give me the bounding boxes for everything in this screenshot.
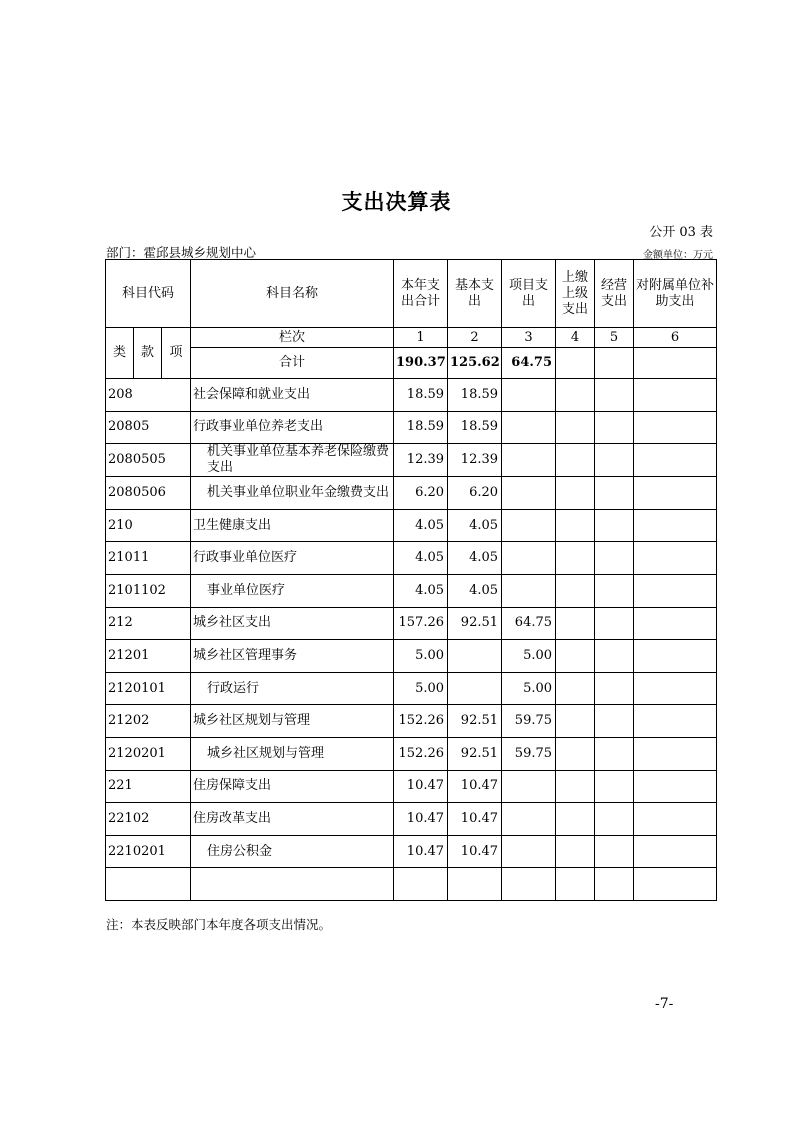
amount-total: 4.05 bbox=[394, 542, 448, 575]
table-row bbox=[106, 640, 717, 673]
amount-project bbox=[502, 509, 556, 542]
empty-cell bbox=[448, 868, 502, 901]
amount-business bbox=[595, 705, 634, 738]
amount-project bbox=[502, 444, 556, 477]
subject-name: 城乡社区规划与管理 bbox=[191, 705, 394, 738]
amount-project bbox=[502, 542, 556, 575]
amount-business bbox=[595, 379, 634, 412]
amount-upper bbox=[556, 835, 595, 868]
header-xiang: 项 bbox=[162, 328, 191, 379]
table-row bbox=[106, 477, 717, 510]
subject-name: 行政事业单位医疗 bbox=[191, 542, 394, 575]
table-row bbox=[106, 379, 717, 412]
amount-business bbox=[595, 477, 634, 510]
amount-total: 18.59 bbox=[394, 379, 448, 412]
amount-project bbox=[502, 411, 556, 444]
amount-upper bbox=[556, 737, 595, 770]
amount-subsidiary bbox=[634, 835, 717, 868]
table-row bbox=[106, 835, 717, 868]
amount-business bbox=[595, 803, 634, 836]
amount-subsidiary bbox=[634, 509, 717, 542]
col-number-5: 5 bbox=[595, 328, 634, 348]
amount-project bbox=[502, 835, 556, 868]
table-row bbox=[106, 770, 717, 803]
total-subsidiary bbox=[634, 348, 717, 379]
department-label: 部门：霍邱县城乡规划中心 bbox=[106, 245, 257, 260]
table-row bbox=[106, 509, 717, 542]
table-row bbox=[106, 574, 717, 607]
amount-project: 59.75 bbox=[502, 705, 556, 738]
amount-upper bbox=[556, 509, 595, 542]
header-kuan: 款 bbox=[134, 328, 162, 379]
amount-total: 6.20 bbox=[394, 477, 448, 510]
amount-upper bbox=[556, 444, 595, 477]
amount-total: 10.47 bbox=[394, 835, 448, 868]
subject-name: 住房改革支出 bbox=[191, 803, 394, 836]
total-total: 190.37 bbox=[394, 348, 448, 379]
table-row bbox=[106, 737, 717, 770]
amount-total: 5.00 bbox=[394, 640, 448, 673]
amount-basic: 4.05 bbox=[448, 542, 502, 575]
amount-subsidiary bbox=[634, 803, 717, 836]
form-number: 公开 03 表 bbox=[649, 225, 713, 240]
amount-upper bbox=[556, 477, 595, 510]
amount-subsidiary bbox=[634, 542, 717, 575]
subject-code: 20805 bbox=[106, 411, 191, 444]
amount-business bbox=[595, 574, 634, 607]
amount-basic: 4.05 bbox=[448, 509, 502, 542]
table-row bbox=[106, 607, 717, 640]
header-row bbox=[106, 260, 717, 328]
amount-business bbox=[595, 411, 634, 444]
subject-name: 事业单位医疗 bbox=[191, 574, 394, 607]
table-row bbox=[106, 672, 717, 705]
subject-name: 卫生健康支出 bbox=[191, 509, 394, 542]
amount-business bbox=[595, 770, 634, 803]
header-total: 本年支出合计 bbox=[394, 260, 448, 328]
subject-name: 城乡社区管理事务 bbox=[191, 640, 394, 673]
subject-name: 行政事业单位养老支出 bbox=[191, 411, 394, 444]
header-business: 经营支出 bbox=[595, 260, 634, 328]
amount-basic: 10.47 bbox=[448, 803, 502, 836]
amount-total: 4.05 bbox=[394, 509, 448, 542]
amount-subsidiary bbox=[634, 640, 717, 673]
subject-code: 210 bbox=[106, 509, 191, 542]
amount-basic bbox=[448, 640, 502, 673]
subject-code: 22102 bbox=[106, 803, 191, 836]
table-row bbox=[106, 542, 717, 575]
header-basic: 基本支出 bbox=[448, 260, 502, 328]
amount-subsidiary bbox=[634, 737, 717, 770]
amount-basic: 6.20 bbox=[448, 477, 502, 510]
subject-name: 住房保障支出 bbox=[191, 770, 394, 803]
table-row bbox=[106, 705, 717, 738]
amount-basic: 4.05 bbox=[448, 574, 502, 607]
subject-code: 21201 bbox=[106, 640, 191, 673]
amount-basic bbox=[448, 672, 502, 705]
amount-total: 4.05 bbox=[394, 574, 448, 607]
total-upper bbox=[556, 348, 595, 379]
subject-code: 2101102 bbox=[106, 574, 191, 607]
amount-basic: 92.51 bbox=[448, 607, 502, 640]
amount-total: 152.26 bbox=[394, 705, 448, 738]
amount-subsidiary bbox=[634, 379, 717, 412]
amount-upper bbox=[556, 607, 595, 640]
amount-upper bbox=[556, 542, 595, 575]
total-row bbox=[106, 348, 717, 379]
table-row bbox=[106, 803, 717, 836]
table-row bbox=[106, 444, 717, 477]
amount-business bbox=[595, 835, 634, 868]
amount-upper bbox=[556, 705, 595, 738]
total-basic: 125.62 bbox=[448, 348, 502, 379]
amount-total: 157.26 bbox=[394, 607, 448, 640]
col-number-1: 1 bbox=[394, 328, 448, 348]
page-number: -7- bbox=[655, 996, 674, 1012]
amount-basic: 10.47 bbox=[448, 835, 502, 868]
empty-cell bbox=[394, 868, 448, 901]
amount-business bbox=[595, 737, 634, 770]
subject-code: 2120101 bbox=[106, 672, 191, 705]
subject-code: 221 bbox=[106, 770, 191, 803]
amount-project: 59.75 bbox=[502, 737, 556, 770]
table-row bbox=[106, 411, 717, 444]
subject-name: 城乡社区支出 bbox=[191, 607, 394, 640]
amount-total: 5.00 bbox=[394, 672, 448, 705]
total-business bbox=[595, 348, 634, 379]
subject-code: 2080506 bbox=[106, 477, 191, 510]
amount-subsidiary bbox=[634, 477, 717, 510]
empty-cell bbox=[556, 868, 595, 901]
amount-project bbox=[502, 803, 556, 836]
amount-business bbox=[595, 607, 634, 640]
amount-subsidiary bbox=[634, 672, 717, 705]
amount-project bbox=[502, 574, 556, 607]
amount-basic: 92.51 bbox=[448, 737, 502, 770]
empty-cell bbox=[106, 868, 191, 901]
subject-code: 212 bbox=[106, 607, 191, 640]
subject-name: 行政运行 bbox=[191, 672, 394, 705]
amount-project bbox=[502, 770, 556, 803]
amount-total: 12.39 bbox=[394, 444, 448, 477]
footnote: 注：本表反映部门本年度各项支出情况。 bbox=[106, 917, 332, 932]
amount-upper bbox=[556, 803, 595, 836]
amount-upper bbox=[556, 640, 595, 673]
col-number-2: 2 bbox=[448, 328, 502, 348]
expenditure-table bbox=[105, 259, 717, 901]
amount-upper bbox=[556, 411, 595, 444]
subject-code: 2120201 bbox=[106, 737, 191, 770]
page-title: 支出决算表 bbox=[341, 190, 452, 214]
header-subject-code: 科目代码 bbox=[106, 260, 191, 328]
amount-basic: 18.59 bbox=[448, 411, 502, 444]
amount-basic: 92.51 bbox=[448, 705, 502, 738]
header-subject-name: 科目名称 bbox=[191, 260, 394, 328]
lanci-label: 栏次 bbox=[191, 328, 394, 348]
subject-name: 社会保障和就业支出 bbox=[191, 379, 394, 412]
amount-upper bbox=[556, 672, 595, 705]
subject-name: 住房公积金 bbox=[191, 835, 394, 868]
header-subsidiary: 对附属单位补助支出 bbox=[634, 260, 717, 328]
header-lei: 类 bbox=[106, 328, 134, 379]
amount-project bbox=[502, 477, 556, 510]
subject-code: 208 bbox=[106, 379, 191, 412]
amount-business bbox=[595, 509, 634, 542]
amount-basic: 10.47 bbox=[448, 770, 502, 803]
amount-basic: 12.39 bbox=[448, 444, 502, 477]
amount-total: 152.26 bbox=[394, 737, 448, 770]
amount-upper bbox=[556, 574, 595, 607]
subject-name: 机关事业单位基本养老保险缴费支出 bbox=[191, 444, 394, 477]
header-upper: 上缴上级支出 bbox=[556, 260, 595, 328]
amount-total: 10.47 bbox=[394, 803, 448, 836]
total-label: 合计 bbox=[191, 348, 394, 379]
subject-code: 21011 bbox=[106, 542, 191, 575]
col-number-6: 6 bbox=[634, 328, 717, 348]
empty-cell bbox=[634, 868, 717, 901]
col-number-3: 3 bbox=[502, 328, 556, 348]
subject-name: 机关事业单位职业年金缴费支出 bbox=[191, 477, 394, 510]
amount-project: 64.75 bbox=[502, 607, 556, 640]
col-number-4: 4 bbox=[556, 328, 595, 348]
amount-basic: 18.59 bbox=[448, 379, 502, 412]
amount-upper bbox=[556, 379, 595, 412]
empty-row bbox=[106, 868, 717, 901]
amount-project bbox=[502, 379, 556, 412]
empty-cell bbox=[595, 868, 634, 901]
amount-subsidiary bbox=[634, 411, 717, 444]
amount-subsidiary bbox=[634, 607, 717, 640]
amount-subsidiary bbox=[634, 770, 717, 803]
empty-cell bbox=[191, 868, 394, 901]
subject-code: 21202 bbox=[106, 705, 191, 738]
subject-code: 2210201 bbox=[106, 835, 191, 868]
unit-label: 金额单位：万元 bbox=[643, 250, 713, 261]
amount-business bbox=[595, 640, 634, 673]
amount-total: 18.59 bbox=[394, 411, 448, 444]
amount-upper bbox=[556, 770, 595, 803]
amount-subsidiary bbox=[634, 444, 717, 477]
amount-business bbox=[595, 672, 634, 705]
amount-project: 5.00 bbox=[502, 672, 556, 705]
subject-name: 城乡社区规划与管理 bbox=[191, 737, 394, 770]
amount-total: 10.47 bbox=[394, 770, 448, 803]
header-project: 项目支出 bbox=[502, 260, 556, 328]
subject-code: 2080505 bbox=[106, 444, 191, 477]
amount-project: 5.00 bbox=[502, 640, 556, 673]
total-project: 64.75 bbox=[502, 348, 556, 379]
empty-cell bbox=[502, 868, 556, 901]
amount-subsidiary bbox=[634, 574, 717, 607]
column-number-row bbox=[106, 328, 717, 348]
amount-subsidiary bbox=[634, 705, 717, 738]
amount-business bbox=[595, 542, 634, 575]
amount-business bbox=[595, 444, 634, 477]
